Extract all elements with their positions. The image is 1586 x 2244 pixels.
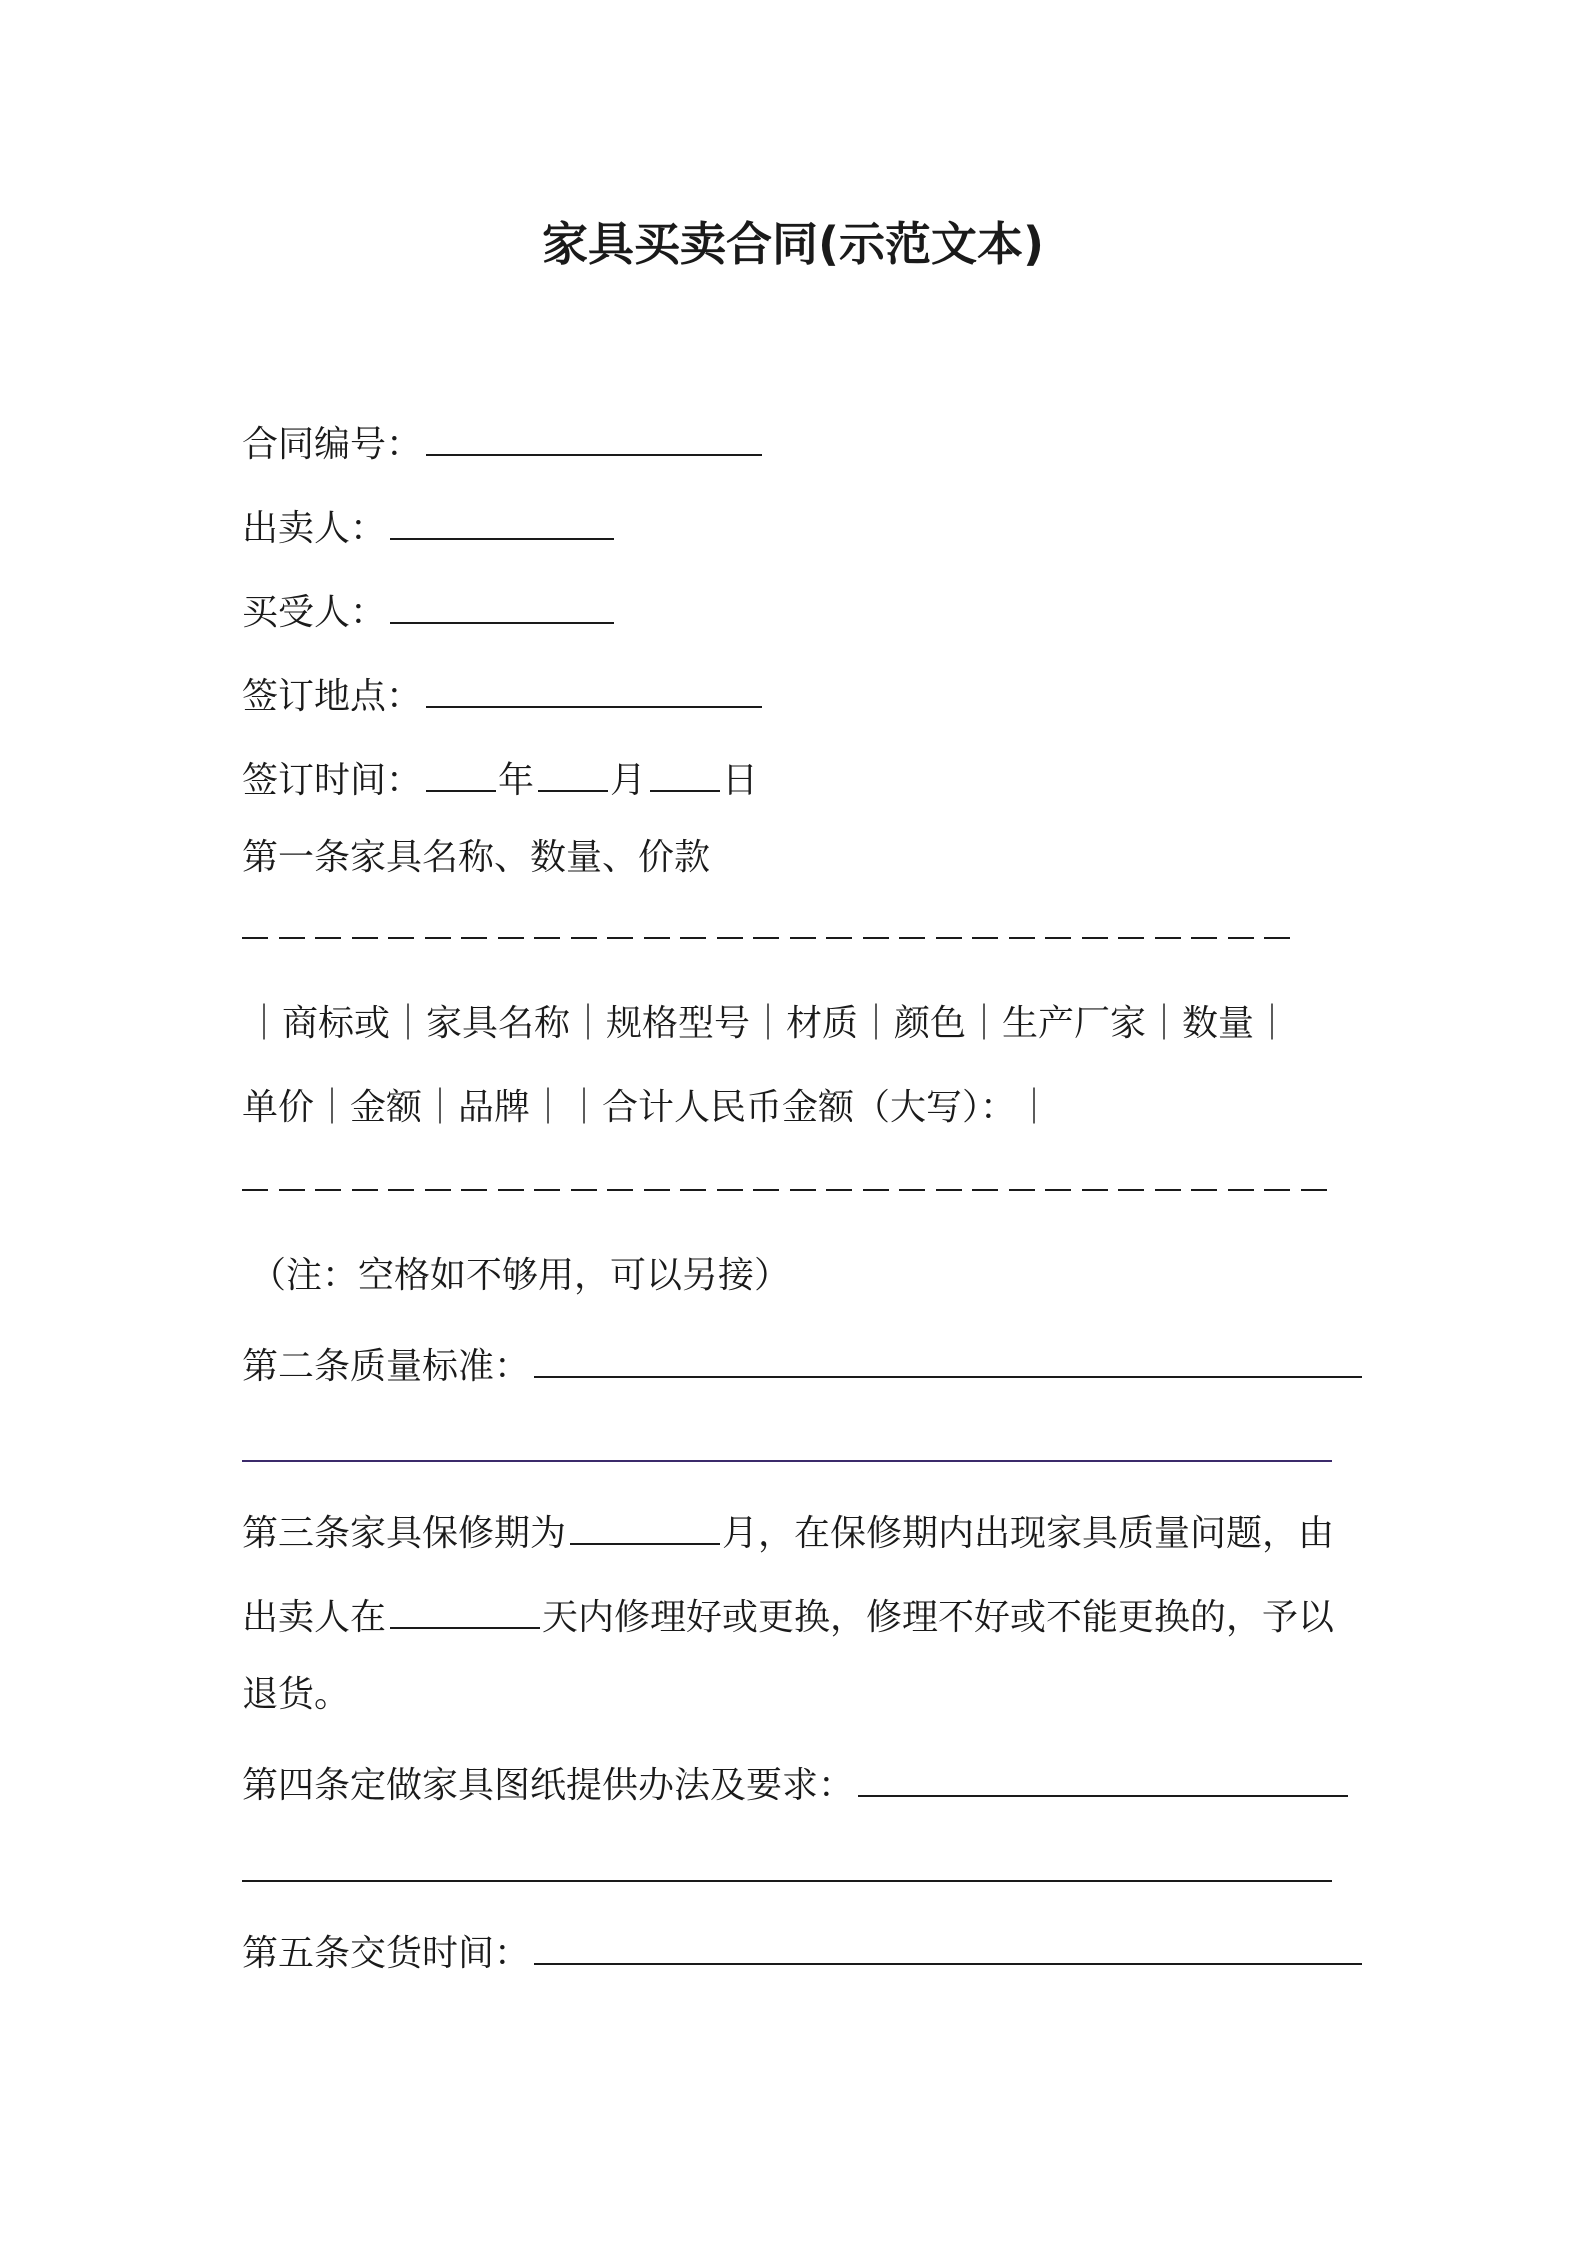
dash-segment: [753, 937, 779, 939]
sign-time-line: [242, 750, 758, 805]
sign-place-blank[interactable]: [426, 666, 762, 708]
dash-segment: [863, 1189, 889, 1191]
dash-segment: [717, 937, 743, 939]
repair-days-blank[interactable]: [390, 1587, 540, 1629]
dash-segment: [1301, 1189, 1327, 1191]
contract-number-line: [242, 414, 764, 469]
table-header-row1: ｜商标或｜家具名称｜规格型号｜材质｜颜色｜生产厂家｜数量｜: [246, 1003, 1291, 1044]
dash-segment: [972, 1189, 998, 1191]
seller-line: [242, 498, 616, 553]
article3-line2: [242, 1587, 1334, 1642]
dash-segment: [425, 937, 451, 939]
dash-segment: [425, 1189, 451, 1191]
dash-segment: [571, 937, 597, 939]
dash-segment: [680, 937, 706, 939]
dash-segment: [1228, 937, 1254, 939]
dash-segment: [1191, 1189, 1217, 1191]
dash-segment: [315, 1189, 341, 1191]
warranty-months-blank[interactable]: [570, 1503, 720, 1545]
dash-segment: [790, 937, 816, 939]
article4-line: [242, 1755, 1350, 1810]
dash-segment: [1045, 937, 1071, 939]
buyer-line: [242, 582, 616, 637]
dash-segment: [498, 937, 524, 939]
dash-segment: [388, 937, 414, 939]
dash-segment: [279, 1189, 305, 1191]
dash-segment: [607, 937, 633, 939]
dash-segment: [1009, 937, 1035, 939]
dash-segment: [863, 937, 889, 939]
dash-segment: [315, 937, 341, 939]
dash-segment: [1045, 1189, 1071, 1191]
year-blank[interactable]: [426, 750, 496, 792]
dash-segment: [1191, 937, 1217, 939]
dash-segment: [790, 1189, 816, 1191]
dash-segment: [1118, 1189, 1144, 1191]
article3-text-part1: 第三条家具保修期为: [242, 1513, 567, 1554]
dash-segment: [899, 1189, 925, 1191]
dash-segment: [753, 1189, 779, 1191]
table-note: （注：空格如不够用，可以另接）: [250, 1255, 791, 1296]
article2-label: 第二条质量标准：: [242, 1346, 531, 1387]
dash-segment: [242, 1189, 268, 1191]
dash-segment: [352, 937, 378, 939]
dash-segment: [936, 937, 962, 939]
dash-segment: [1082, 937, 1108, 939]
dash-segment: [534, 1189, 560, 1191]
page-title: 家具买卖合同(示范文本): [541, 217, 1045, 271]
quality-standard-second-line[interactable]: [242, 1460, 1332, 1462]
dash-segment: [1155, 937, 1181, 939]
article5-line: [242, 1923, 1364, 1978]
sign-place-line: [242, 666, 764, 721]
dash-segment: [972, 937, 998, 939]
dash-segment: [461, 937, 487, 939]
dash-segment: [644, 937, 670, 939]
sign-place-label: 签订地点：: [242, 676, 423, 717]
dash-segment: [461, 1189, 487, 1191]
dash-segment: [1264, 937, 1290, 939]
article3-text-part2: 月，在保修期内出现家具质量问题，由: [722, 1513, 1335, 1554]
sign-time-label: 签订时间：: [242, 760, 423, 801]
article5-label: 第五条交货时间：: [242, 1933, 531, 1974]
year-label: 年: [498, 760, 535, 801]
dash-segment: [680, 1189, 706, 1191]
article4-label: 第四条定做家具图纸提供办法及要求：: [242, 1765, 855, 1806]
buyer-label: 买受人：: [242, 592, 387, 633]
dash-segment: [1009, 1189, 1035, 1191]
article3-text-part4: 天内修理好或更换，修理不好或不能更换的，予以: [542, 1597, 1335, 1638]
article3-line3: 退货。: [242, 1674, 351, 1715]
dash-segment: [571, 1189, 597, 1191]
contract-number-blank[interactable]: [426, 414, 762, 456]
day-label: 日: [722, 760, 759, 801]
month-label: 月: [610, 760, 647, 801]
dash-segment: [644, 1189, 670, 1191]
dash-segment: [1264, 1189, 1290, 1191]
dash-segment: [1228, 1189, 1254, 1191]
drawing-requirements-blank[interactable]: [858, 1755, 1348, 1797]
contract-number-label: 合同编号：: [242, 424, 423, 465]
article1-heading: 第一条家具名称、数量、价款: [242, 837, 711, 878]
month-blank[interactable]: [538, 750, 608, 792]
delivery-time-blank[interactable]: [534, 1923, 1362, 1965]
dash-segment: [534, 937, 560, 939]
drawing-requirements-second-line[interactable]: [242, 1880, 1332, 1882]
dash-segment: [498, 1189, 524, 1191]
buyer-blank[interactable]: [390, 582, 614, 624]
dash-segment: [1082, 1189, 1108, 1191]
dash-segment: [607, 1189, 633, 1191]
dash-segment: [936, 1189, 962, 1191]
article3-text-part3: 出卖人在: [242, 1597, 387, 1638]
dash-segment: [717, 1189, 743, 1191]
dash-segment: [1118, 937, 1144, 939]
table-header-row2: 单价｜金额｜品牌｜｜合计人民币金额（大写）：｜: [242, 1087, 1053, 1128]
dash-segment: [352, 1189, 378, 1191]
dash-segment: [279, 937, 305, 939]
article2-line: [242, 1336, 1364, 1391]
dash-segment: [826, 937, 852, 939]
dash-segment: [388, 1189, 414, 1191]
seller-blank[interactable]: [390, 498, 614, 540]
article3-line1: [242, 1503, 1334, 1558]
dash-segment: [899, 937, 925, 939]
dash-segment: [242, 937, 268, 939]
day-blank[interactable]: [650, 750, 720, 792]
seller-label: 出卖人：: [242, 508, 387, 549]
dash-segment: [1155, 1189, 1181, 1191]
dash-segment: [826, 1189, 852, 1191]
quality-standard-blank[interactable]: [534, 1336, 1362, 1378]
